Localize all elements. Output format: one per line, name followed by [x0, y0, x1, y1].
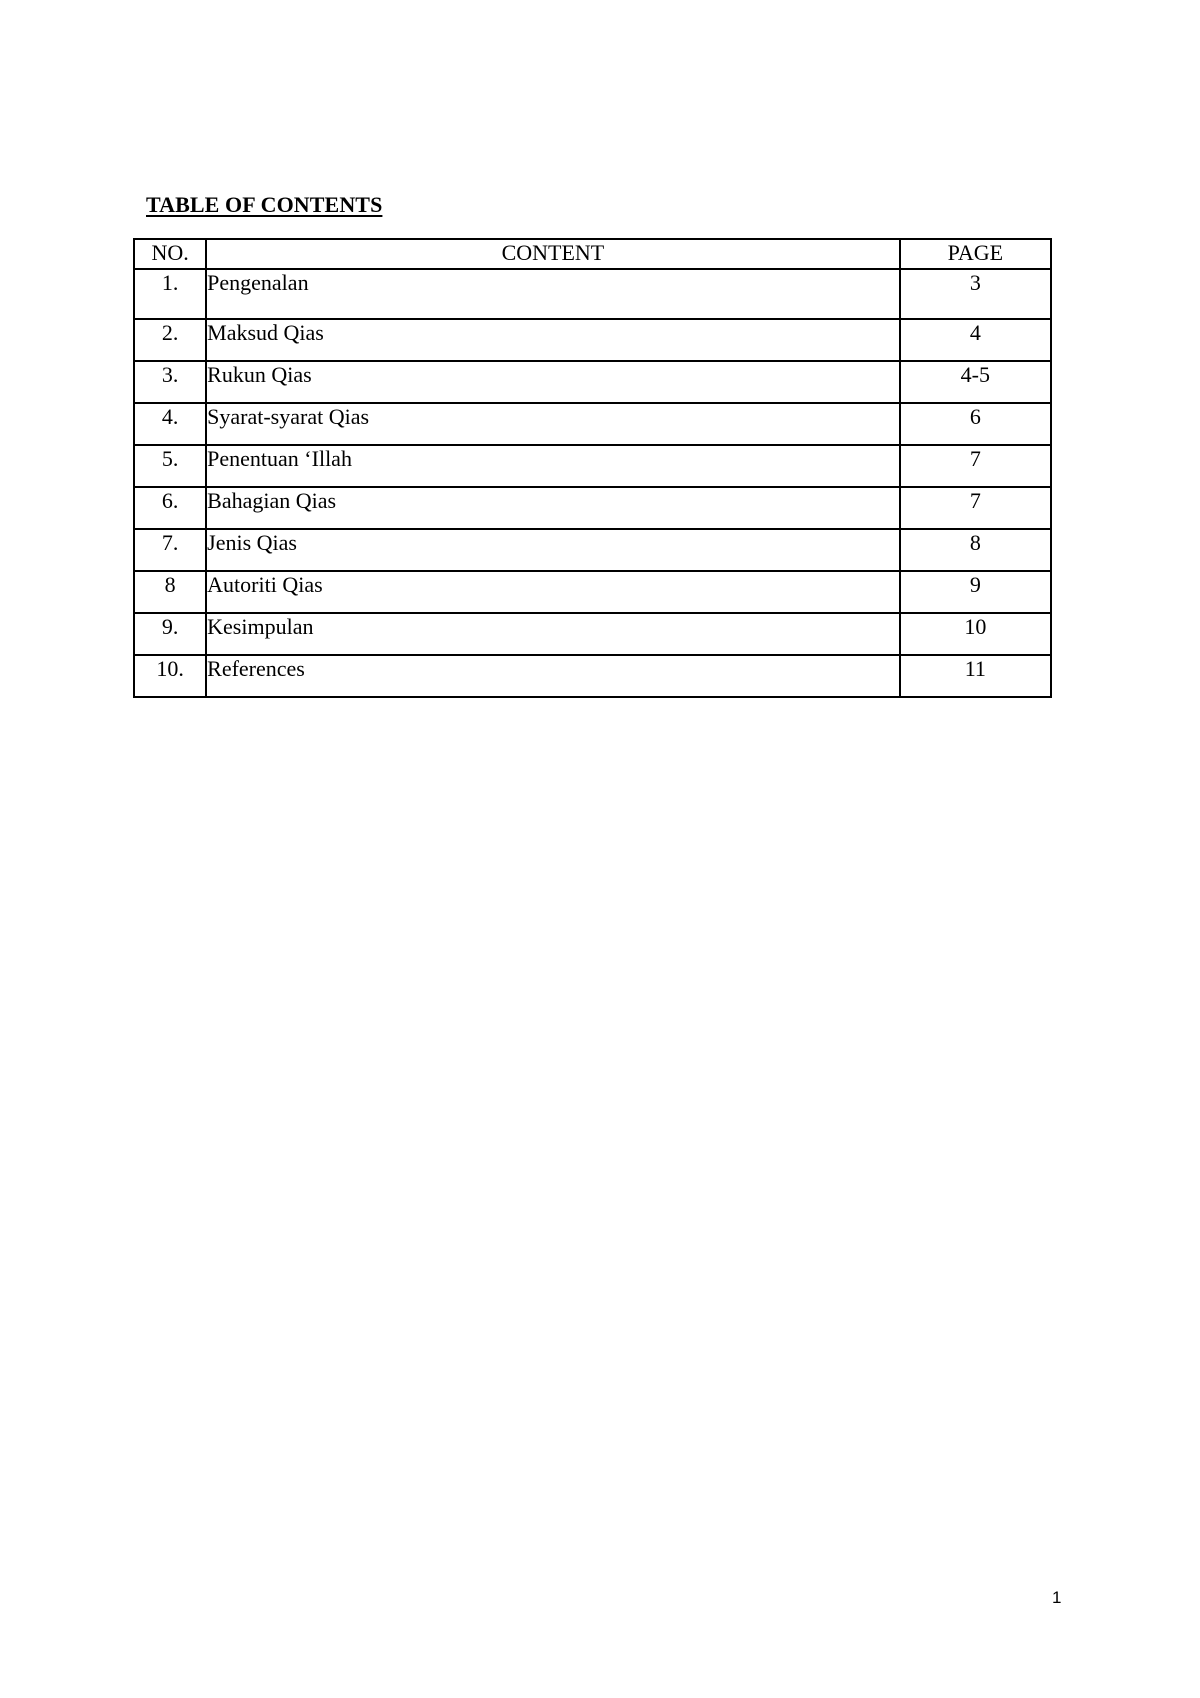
row-content: Rukun Qias [206, 361, 900, 403]
table-row [134, 613, 1051, 655]
row-page: 8 [900, 529, 1051, 571]
row-content: Kesimpulan [206, 613, 900, 655]
table-row [134, 269, 1051, 319]
table-row [134, 361, 1051, 403]
header-page: PAGE [900, 239, 1051, 269]
row-page: 4-5 [900, 361, 1051, 403]
row-page: 10 [900, 613, 1051, 655]
row-content: Penentuan ‘Illah [206, 445, 900, 487]
row-content: Pengenalan [206, 269, 900, 319]
row-no: 9. [134, 613, 206, 655]
row-no: 1. [134, 269, 206, 319]
row-content: Bahagian Qias [206, 487, 900, 529]
header-content: CONTENT [206, 239, 900, 269]
toc-header-row [134, 239, 1051, 269]
table-row [134, 571, 1051, 613]
row-content: References [206, 655, 900, 697]
row-no: 4. [134, 403, 206, 445]
row-no: 2. [134, 319, 206, 361]
header-no: NO. [134, 239, 206, 269]
row-page: 3 [900, 269, 1051, 319]
row-page: 11 [900, 655, 1051, 697]
row-page: 7 [900, 445, 1051, 487]
row-no: 7. [134, 529, 206, 571]
row-content: Syarat-syarat Qias [206, 403, 900, 445]
page-number: 1 [1052, 1588, 1062, 1607]
row-content: Autoriti Qias [206, 571, 900, 613]
page-title: TABLE OF CONTENTS [146, 192, 383, 217]
table-row [134, 655, 1051, 697]
row-content: Jenis Qias [206, 529, 900, 571]
table-row [134, 403, 1051, 445]
row-no: 6. [134, 487, 206, 529]
row-no: 8 [134, 571, 206, 613]
row-no: 10. [134, 655, 206, 697]
table-row [134, 445, 1051, 487]
row-page: 7 [900, 487, 1051, 529]
row-page: 6 [900, 403, 1051, 445]
row-no: 3. [134, 361, 206, 403]
table-row [134, 529, 1051, 571]
row-content: Maksud Qias [206, 319, 900, 361]
row-page: 9 [900, 571, 1051, 613]
row-no: 5. [134, 445, 206, 487]
table-row [134, 319, 1051, 361]
row-page: 4 [900, 319, 1051, 361]
toc-table [133, 238, 1052, 698]
table-row [134, 487, 1051, 529]
